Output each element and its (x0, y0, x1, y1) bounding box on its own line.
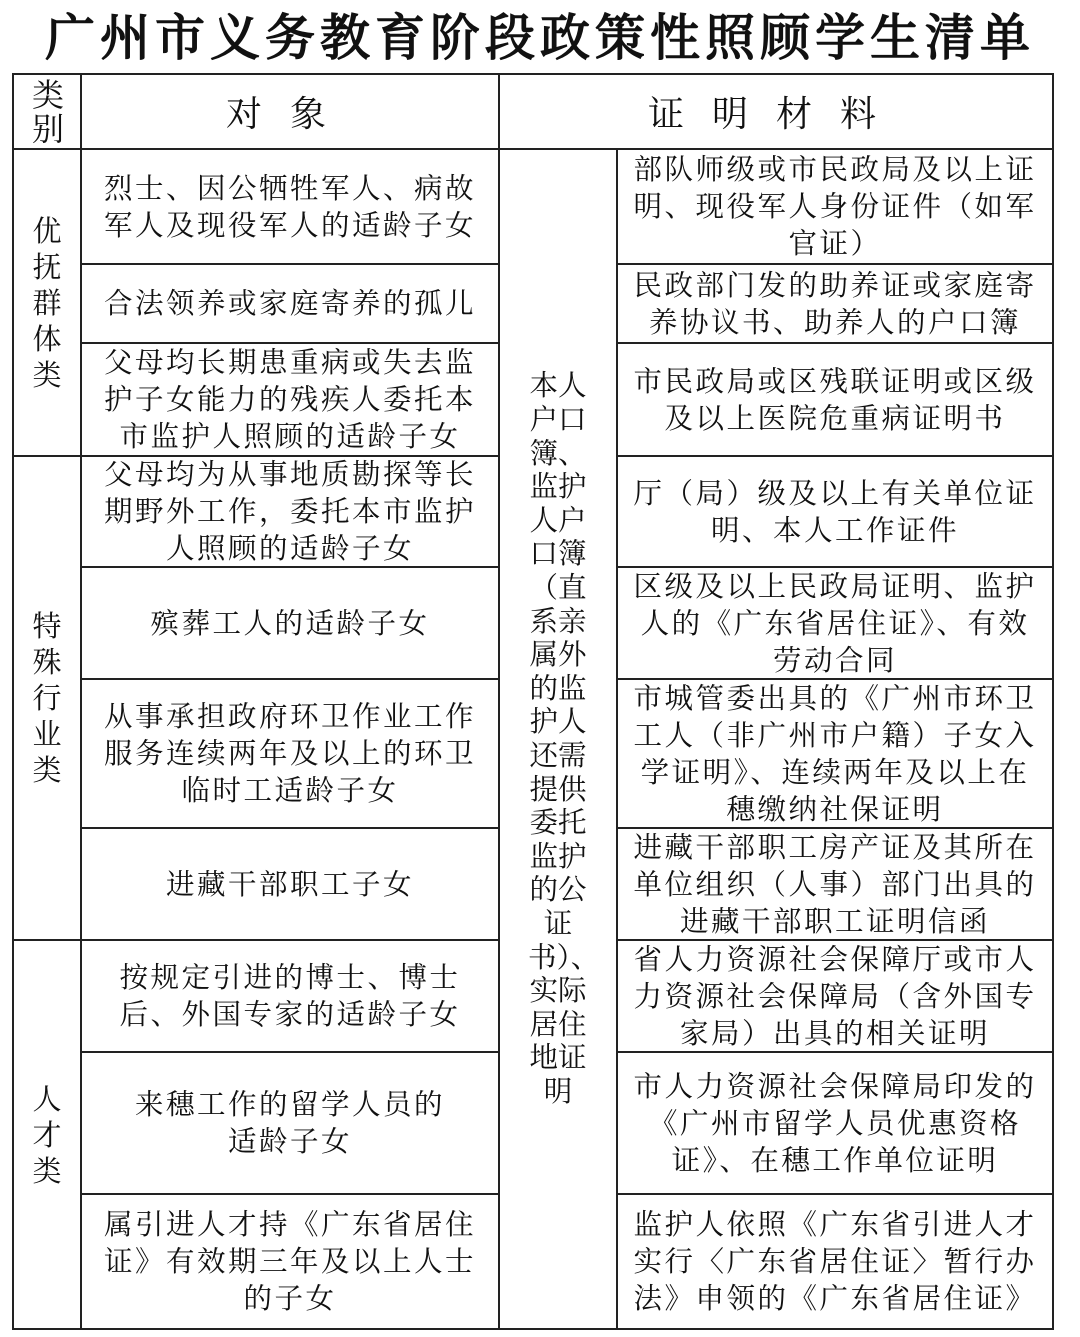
target-cell: 合法领养或家庭寄养的孤儿 (103, 287, 476, 320)
header-target: 对象 (225, 94, 354, 135)
proof-cell: 厅（局）级及以上有关单位证明、本人工作证件 (633, 476, 1037, 547)
header-materials: 证明材料 (647, 94, 904, 135)
proof-cell: 市城管委出具的《广州市环卫工人（非广州市户籍）子女入学证明》、连续两年及以上在穗缴纳社保证明 (633, 681, 1037, 826)
target-cell: 父母均长期患重病或失去监护子女能力的残疾人委托本市监护人照顾的适龄子女 (103, 346, 476, 453)
target-cell: 按规定引进的博士、博士后、外国专家的适龄子女 (119, 961, 461, 1031)
proof-cell: 部队师级或市民政局及以上证明、现役军人身份证件（如军官证） (633, 153, 1037, 260)
header-category: 类别 (32, 75, 65, 148)
category-label: 优抚群体类 (32, 213, 62, 392)
category-label: 人才类 (32, 1081, 62, 1188)
proof-cell: 市民政局或区残联证明或区级及以上医院危重病证明书 (633, 364, 1037, 435)
proof-cell: 市人力资源社会保障局印发的《广州市留学人员优惠资格证》、在穗工作单位证明 (633, 1069, 1037, 1177)
category-cell (14, 457, 80, 939)
policy-table (12, 73, 1054, 1330)
target-cell: 烈士、因公牺牲军人、病故军人及现役军人的适龄子女 (103, 171, 476, 242)
shared-material-text: 本人户口簿、监护人户口簿（直系亲属外的监护人还需提供委托监护的公证书）、实际居住地证明 (528, 369, 600, 1108)
target-cell: 属引进人才持《广东省居住证》有效期三年及以上人士的子女 (103, 1208, 476, 1315)
proof-cell: 进藏干部职工房产证及其所在单位组织（人事）部门出具的进藏干部职工证明信函 (633, 830, 1037, 938)
page-title: 广州市义务教育阶段政策性照顾学生清单 (45, 9, 1035, 67)
category-label: 特殊行业类 (32, 609, 62, 787)
target-cell: 殡葬工人的适龄子女 (150, 606, 430, 640)
proof-cell: 省人力资源社会保障厅或市人力资源社会保障局（含外国专家局）出具的相关证明 (633, 942, 1037, 1050)
proof-cell: 监护人依照《广东省引进人才实行〈广东省居住证〉暂行办法》申领的《广东省居住证》 (633, 1208, 1037, 1315)
target-cell: 进藏干部职工子女 (165, 867, 414, 901)
target-cell: 从事承担政府环卫作业工作服务连续两年及以上的环卫临时工适龄子女 (103, 700, 476, 807)
target-cell: 来穗工作的留学人员的适龄子女 (134, 1088, 445, 1158)
category-cell (14, 941, 80, 1328)
shared-material-cell (500, 150, 616, 1328)
proof-cell: 民政部门发的助养证或家庭寄养协议书、助养人的户口簿 (633, 268, 1037, 339)
target-cell: 父母均为从事地质勘探等长期野外工作，委托本市监护人照顾的适龄子女 (103, 458, 476, 565)
category-cell (14, 150, 80, 455)
proof-cell: 区级及以上民政局证明、监护人的《广东省居住证》、有效劳动合同 (633, 569, 1037, 677)
